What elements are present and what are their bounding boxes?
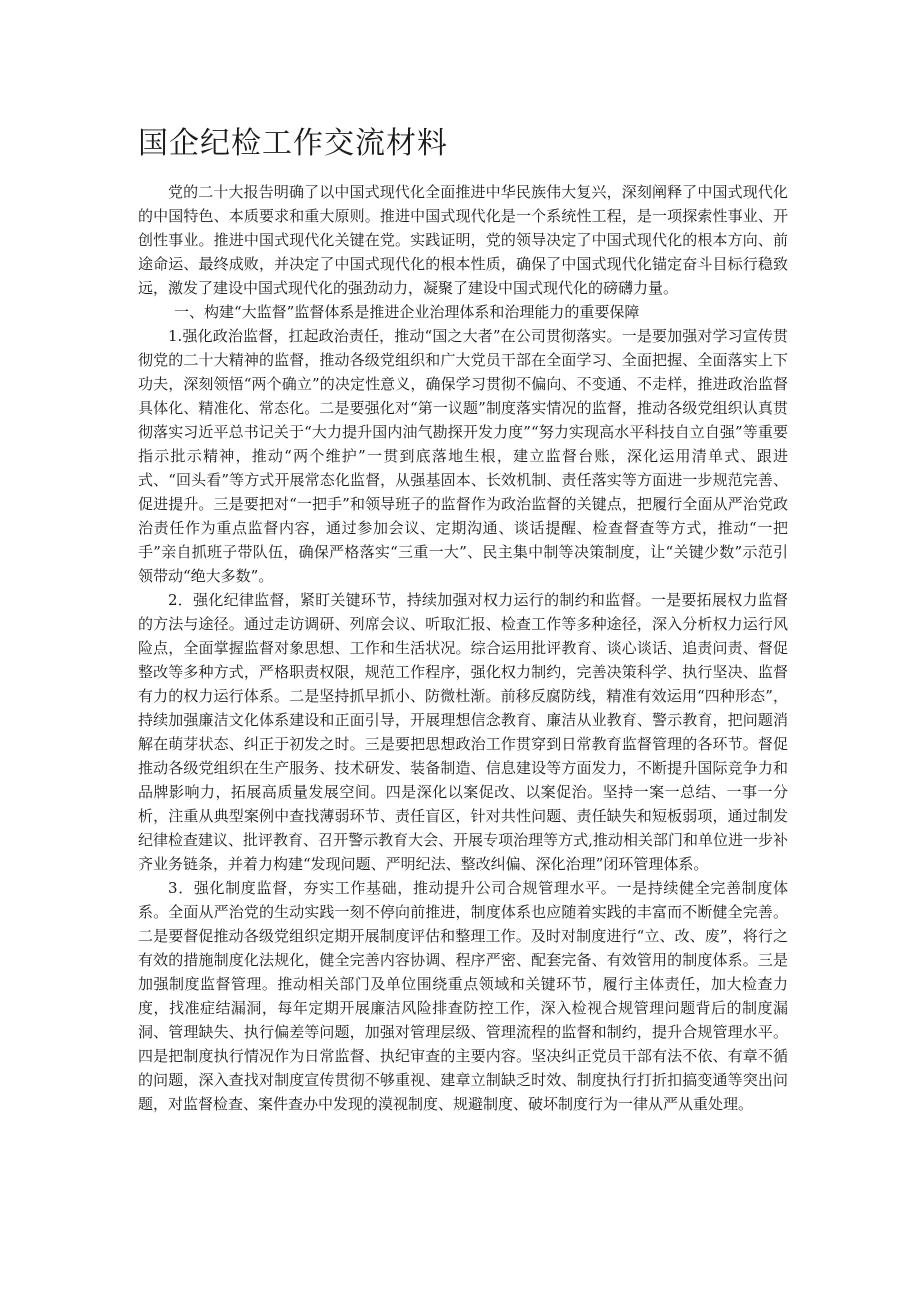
document-body xyxy=(138,180,788,1116)
intro-paragraph: 党的二十大报告明确了以中国式现代化全面推进中华民族伟大复兴，深刻阐释了中国式现代化的中国特色、本质要求和重大原则。推进中国式现代化是一个系统性工程，是一项探索性事业、开创性事业。推进中国式现代化关键在党。实践证明，党的领导决定了中国式现代化的根本方向、前途命运、最终成败，并决定了中国式现代化的根本性质，确保了中国式现代化锚定奋斗目标行稳致远，激发了建设中国式现代化的强劲动力，凝聚了建设中国式现代化的磅礴力量。 xyxy=(138,183,788,297)
institution-supervision-paragraph: 3．强化制度监督，夯实工作基础，推动提升公司合规管理水平。一是持续健全完善制度体系。全面从严治党的生动实践一刻不停向前推进，制度体系也应随着实践的丰富而不断健全完善。二是要督促推动各级党组织定期开展制度评估和整理工作。及时对制度进行“立、改、废”，将行之有效的措施制度化法规化，健全完善内容协调、程序严密、配套完备、有效管用的制度体系。三是加强制度监督管理。推动相关部门及单位围绕重点领域和关键环节，履行主体责任，加大检查力度，找准症结漏洞，每年定期开展廉洁风险排查防控工作，深入检视合规管理问题背后的制度漏洞、管理缺失、执行偏差等问题，加强对管理层级、管理流程的监督和制约，提升合规管理水平。四是把制度执行情况作为日常监督、执纪审查的主要内容。坚决纠正党员干部有法不依、有章不循的问题，深入查找对制度宣传贯彻不够重视、建章立制缺乏时效、制度执行打折扣搞变通等突出问题，对监督检查、案件查办中发现的漠视制度、规避制度、破坏制度行为一律从严从重处理。 xyxy=(138,879,788,1113)
discipline-supervision-paragraph: 2．强化纪律监督，紧盯关键环节，持续加强对权力运行的制约和监督。一是要拓展权力监督的方法与途径。通过走访调研、列席会议、听取汇报、检查工作等多种途径，深入分析权力运行风险点，全面掌握监督对象思想、工作和生活状况。综合运用批评教育、谈心谈话、追责问责、督促整改等多种方式，严格职责权限，规范工作程序，强化权力制约，完善决策科学、执行坚决、监督有力的权力运行体系。二是坚持抓早抓小、防微杜渐。前移反腐防线，精准有效运用“四种形态”，持续加强廉洁文化体系建设和正面引导，开展理想信念教育、廉洁从业教育、警示教育，把问题消解在萌芽状态、纠正于初发之时。三是要把思想政治工作贯穿到日常教育监督管理的各环节。督促推动各级党组织在生产服务、技术研发、装备制造、信息建设等方面发力，不断提升国际竞争力和品牌影响力，拓展高质量发展空间。四是深化以案促改、以案促治。坚持一案一总结、一事一分析，注重从典型案例中查找薄弱环节、责任盲区，针对共性问题、责任缺失和短板弱项，通过制发纪律检查建议、批评教育、召开警示教育大会、开展专项治理等方式,推动相关部门和单位进一步补齐业务链条，并着力构建“发现问题、严明纪法、整改纠偏、深化治理”闭环管理体系。 xyxy=(138,591,788,873)
document-title: 国企纪检工作交流材料 xyxy=(138,126,448,161)
political-supervision-paragraph: 1.强化政治监督，扛起政治责任，推动“国之大者”在公司贯彻落实。一是要加强对学习宣传贯彻党的二十大精神的监督，推动各级党组织和广大党员干部在全面学习、全面把握、全面落实上下功夫，深刻领悟“两个确立”的决定性意义，确保学习贯彻不偏向、不变通、不走样，推进政治监督具体化、精准化、常态化。二是要强化对“第一议题”制度落实情况的监督，推动各级党组织认真贯彻落实习近平总书记关于“大力提升国内油气勘探开发力度”“努力实现高水平科技自立自强”等重要指示批示精神，推动“两个维护”一贯到底落地生根，建立监督台账，深化运用清单式、跟进式、“回头看”等方式开展常态化监督，从强基固本、长效机制、责任落实等方面进一步规范完善、促进提升。三是要把对“一把手”和领导班子的监督作为政治监督的关键点，把履行全面从严治党政治责任作为重点监督内容，通过参加会议、定期沟通、谈话提醒、检查督查等方式，推动“一把手”亲自抓班子带队伍，确保严格落实“三重一大”、民主集中制等决策制度，让“关键少数”示范引领带动“绝大多数”。 xyxy=(138,327,788,585)
section-heading: 一、构建“大监督”监督体系是推进企业治理体系和治理能力的重要保障 xyxy=(174,303,640,321)
